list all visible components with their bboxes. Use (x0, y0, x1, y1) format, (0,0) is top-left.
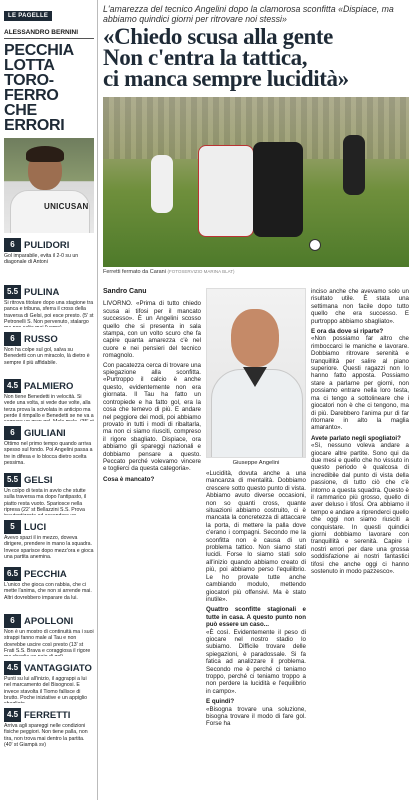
rating-header (4, 614, 94, 628)
rating-header (4, 520, 94, 534)
player-rating (4, 379, 94, 421)
rating-comment: Gol imparabile, evita il 2-0 su un diagonale di Antoni (4, 253, 79, 266)
rating-comment: Ottimo nel primo tempo quando arriva spesso sul fondo. Poi Angelini passa a tre in difesa e lo blocca dietro scelta pessima. (4, 441, 93, 466)
rating-vote: 6 (4, 426, 21, 440)
question: Avete parlato negli spogliatoi? (311, 434, 401, 442)
question: Quattro sconfitte stagionali e tutte in casa. A questo punto non può essere un caso... (206, 606, 306, 629)
player-name: PULIDORI (24, 239, 70, 251)
rating-comment: Arriva agli spareggi nelle condizioni fisiche peggiori. Non tiene palla, non tira, non trova mai dentro la partita. (40' st Giampà sv) (4, 723, 88, 748)
rating-header (4, 661, 94, 675)
sidebar-headline-line: TORO-FERRO (4, 72, 59, 104)
coach-head (231, 309, 279, 367)
article-headline (103, 26, 409, 89)
article-column-1 (103, 288, 201, 483)
player-name: PULINA (24, 286, 60, 298)
byline: Sandro Canu (103, 288, 147, 295)
article-column-2 (206, 470, 306, 728)
player-rating (4, 238, 94, 280)
player-name: APOLLONI (24, 615, 74, 627)
photo-caption-text: Ferretti fermato da Carani (103, 269, 166, 275)
player-figure-white (151, 155, 173, 213)
rating-vote: 4.5 (4, 708, 21, 722)
question: E quindi? (206, 698, 235, 706)
rating-comment: Avevo spazi il in mezzo, doveva dirigere, prendere in mano la squadra. Invece sparisce dopo mezz'ora e gioca una partita anemina. (4, 535, 94, 560)
player-name: FERRETTI (24, 709, 71, 721)
rating-comment: Punti su lui all'inizio, il aggrappi a lui nel marcamento del Bisognosi. E invece stavolta il Tiomo fallisce di brutto. Poche iniziative e un appiglio (4, 676, 88, 701)
headline-line: «Chiedo scusa alla gente (103, 24, 333, 49)
sidebar-author: ALESSANDRO BERNINI (4, 29, 94, 39)
player-name: PALMIERO (24, 380, 74, 392)
player-rating (4, 426, 94, 468)
rating-header (4, 379, 94, 393)
rating-header (4, 426, 94, 440)
ball (309, 239, 321, 251)
player-rating (4, 708, 94, 750)
rating-comment: Si ritrova titolare dopo una stagione tra panca e tribuna, sferra il cross della traversa di Gelsi, poi esce presto. (5' st Petronelli S. Non pervenuto, stalargo (4, 300, 94, 325)
rating-comment: Non ha colpe sul gol, salva su Benedetti con un miracolo, là dietro è sempre il più affidabile. (4, 347, 90, 366)
rating-vote: 6 (4, 238, 21, 252)
question: E ora da dove si riparte? (311, 328, 384, 336)
paragraph: Con pacatezza cerca di trovare una spiegazione alla sconfitta. «Purtroppo il calcio è anche questo, evidentemente non era giornata. Il Tau ha fatto un contropiede e ha fatto gol, era la cosa che temevo di più. E andare nel peggiore dei modi, poi abbiamo provato in tutti i modi di ribaltarla, ma non ci siamo riusciti, compreso il rigore sbagliato. Dispiace, ora abbiamo gli spareggi nazionali e dobbiamo pensare a questo. Peccato perché volevamo vincere e toglierci da questa categoria». (103, 361, 201, 473)
rating-vote: 5 (4, 520, 21, 534)
rating-vote: 6.5 (4, 567, 21, 581)
coach-photo-caption: Giuseppe Angelini (232, 460, 280, 466)
rating-vote: 4.5 (4, 379, 21, 393)
sidebar-headline-line: CHE ERRORI (4, 102, 65, 134)
player-name: GELSI (24, 474, 53, 486)
rating-vote: 5.5 (4, 473, 21, 487)
sidebar-headline-line: PECCHIA LOTTA (4, 42, 74, 74)
player-figure-white (198, 145, 254, 237)
player-photo (4, 138, 94, 233)
rating-comment: Non è un mostro di continuità ma i suoi strappi fanno male al Tau e non dovrebbe uscire così presto (13' st Frati S.S. Brava e coraggiosa il rigore (4, 629, 94, 654)
headline-line: Non c'entra la tattica, (103, 45, 308, 70)
ratings-sidebar (0, 0, 98, 800)
article-kicker: L'amarezza del tecnico Angelini dopo la clamorosa sconfitta «Dispiace, ma abbiamo quindici giorni per ritrovare noi stessi» (103, 4, 394, 24)
paragraph: inciso anche che avevamo solo un risultato utile. È stata una settimana non facile dopo tutto quello che era successo. E purtroppo abbiamo sbagliato». (311, 288, 409, 325)
question: Cosa è mancato? (103, 475, 155, 483)
rating-header (4, 567, 94, 581)
rating-header (4, 238, 94, 252)
paragraph: «Sì, nessuno voleva andare a giocare altre partite. Sono qui da due mesi e quello che ho vissuto in questo periodo è qualcosa di incredibile dal punto di vista della passione, di tutto ciò che c'è intorno a questa squadra. Questo è il rammarico più grosso, quello di aver deluso i tifosi. Ora abbiamo il tempo e andare a riprenderci quello che oggi non siamo riusciti a conquistare. In questi quindici giorni dobbiamo lavorare con tranquillità e serenità. Capire i nostri errori per dare una grossa soddisfazione ai nostri fantastici tifosi che anche oggi ci hanno sostenuto in modo pazzesco». (311, 442, 409, 576)
player-figure-black (253, 142, 303, 237)
rating-comment: Un colpo di testa in avvio che stutte sulla traversa ma dopo l'antipasto, il piatto resta vuoto. Spariosce nella ripresa (22' st Bellazzini S.S. Prova (4, 488, 87, 513)
player-rating (4, 567, 94, 609)
rating-header (4, 332, 94, 346)
article-column-3 (311, 288, 409, 575)
article (103, 4, 409, 800)
sidebar-headline (4, 43, 94, 133)
player-name: GIULIANI (24, 427, 66, 439)
rating-vote: 4.5 (4, 661, 21, 675)
photo-caption (103, 269, 409, 277)
paragraph: «Lucidità, dovuta anche a una mancanza di mentalità. Dobbiamo crescere sotto questo punto di vista. Abbiamo avuto diverse occasioni, non so quanti cross, quante situazioni abbiamo costruito, ci è mancata la concretezza di attaccare la porta, di mettere la palla dove c'erano i compagni. Secondo me la sconfitta non è causa di un problema tattico. Non siamo stati lucidi. Forse lo siamo stati solo all'inizio quando abbiamo creato di più, poi abbiamo perso l'equilibrio. Le ho provate tutte anche cambiando modulo, mettendo giocatori più offensivi. Ma è stato inutile». (206, 470, 306, 603)
player-rating (4, 285, 94, 327)
article-columns (103, 288, 409, 796)
rating-vote: 6 (4, 614, 21, 628)
player-rating (4, 332, 94, 374)
player-name: PECCHIA (24, 568, 67, 580)
paragraph: «Bisogna trovare una soluzione, bisogna trovare il modo di fare gol. Forse ha (206, 705, 306, 728)
player-ratings-list (4, 238, 94, 750)
paragraph: «È così. Evidentemente il peso di giocare nel nostro stadio lo subiamo. Difficile trovare delle spiegazioni, è paradossale. Si fa fatica ad analizzare il problema. Secondo me è perché ci teniamo troppo, perché ci teniamo troppo a non perdere la lucidità e l'equilibrio in campo». (206, 628, 306, 695)
player-rating (4, 473, 94, 515)
rating-header (4, 473, 94, 487)
photo-credit: (FOTOSERVIZIO MARINA BLAT) (167, 269, 235, 274)
rating-header (4, 708, 94, 722)
rating-header (4, 285, 94, 299)
paragraph: LIVORNO. «Prima di tutto chiedo scusa ai tifosi per il mancato successo». È un Angelini scosso quello che si presenta in sala stampa, con un volto scuro che fa capire quanta amarezza c'è nel cuore e nei pensieri del tecnico romagnolo. (103, 300, 201, 360)
match-photo (103, 97, 409, 267)
player-name: RUSSO (24, 333, 58, 345)
section-tag: LE PAGELLE (4, 11, 52, 21)
player-figure-black (343, 135, 365, 195)
player-rating (4, 661, 94, 703)
player-rating (4, 614, 94, 656)
headline-line: ci manca sempre lucidità» (103, 66, 349, 91)
player-hair (26, 146, 64, 162)
player-shirt (10, 190, 90, 233)
player-name: LUCI (24, 521, 47, 533)
paragraph: «Non possiamo far altro che rimboccarci le maniche e lavorare. Dobbiamo ritrovare serenità e tranquillità per salire al piano superiore. Questi ragazzi non lo hanno fatto apposta. Possiamo stare a parlarne per giorni, non possiamo entrare nella loro testa, ma ci tengo a sottolineare che i giocatori non è che ci tengono, ma di più. Darebbero l'anima pur di far ritornare in alto la maglia amaranto». (311, 335, 409, 432)
rating-vote: 5.5 (4, 285, 21, 299)
rating-comment: L'unico che gioca con rabbia, che ci mette l'anima, che non si arrende mai. Altri dovrebbero imparare da lui. (4, 582, 92, 601)
player-rating (4, 520, 94, 562)
shirt-sponsor: UNICUSAN (44, 202, 89, 211)
coach-photo (206, 288, 306, 458)
player-name: VANTAGGIATO (24, 662, 92, 674)
rating-vote: 6 (4, 332, 21, 346)
rating-comment: Non tiene Benedetti in velocità. Si vede una volta, si vede due volte, alla terza prova la scivolata in anticipo ma perde il rimpallo e Benedetti se ne va a (4, 394, 94, 419)
